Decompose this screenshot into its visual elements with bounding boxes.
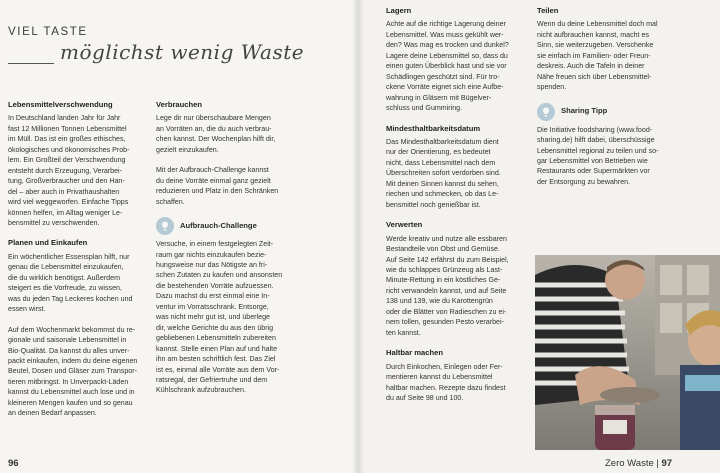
text-line: Versuche, in einem festgelegten Zeit- <box>156 240 274 249</box>
text-line: reduzieren und Platz in den Schränken <box>156 187 279 196</box>
text-line: gezielt einzukaufen. <box>156 145 219 154</box>
text-line: an Vorräten an, die du auch verbrau- <box>156 124 272 133</box>
text-line: kleineren Mengen kaufen und so genau <box>8 398 133 407</box>
text-line: raum gar nichts einzukaufen bezie- <box>156 250 267 259</box>
text-line: richt verwandeln kannst, und auf Seite <box>386 286 507 295</box>
heading-verbrauchen: Verbrauchen <box>156 100 203 109</box>
text-line: Nähe freuen sich über Lebensmittel- <box>537 72 652 81</box>
text-line: Bestandteile von Obst und Gemüse. <box>386 245 500 254</box>
heading-planen-und-einkaufen: Planen und Einkaufen <box>8 238 88 248</box>
paragraph-aufbrauch-challenge <box>156 239 299 396</box>
text-line: riechen und schmecken, ob das Le- <box>386 190 499 199</box>
text-line: Sinn, sie weiterzugeben. Verschenke <box>537 41 654 50</box>
paragraph-teilen <box>537 19 682 92</box>
text-line: Durch Einkochen, Einlegen oder Fer- <box>386 362 503 371</box>
text-line: du auf Seite 98 und 100. <box>386 393 464 402</box>
text-line: nicht, dass Lebensmittel nach dem <box>386 158 496 167</box>
text-line: im Müll. Das ist ein großes ethisches, <box>8 135 126 144</box>
running-footer-label: Zero Waste <box>605 458 654 469</box>
text-line: tieren mitbringst. In Unverpackt-Läden <box>8 377 129 386</box>
heading-haltbar-machen: Haltbar machen <box>386 348 443 358</box>
kicker-rule <box>8 63 54 64</box>
heading-verwerten: Verwerten <box>386 220 423 230</box>
heading-teilen: Teilen <box>537 6 559 15</box>
text-line: Dazu machst du erst einmal eine In- <box>156 292 270 301</box>
text-line: deskreis. Auch die Tafeln in deiner <box>537 62 645 71</box>
text-line: ratsregal, der Gefriertruhe und dem <box>156 375 268 384</box>
paragraph-haltbar-machen <box>386 362 528 404</box>
tip-heading-sharing <box>537 103 682 121</box>
paragraph-planen <box>8 252 148 315</box>
text-line: du deine Vorräte einmal ganz gezielt <box>156 176 271 185</box>
text-line: Die Initiative foodsharing (www.food- <box>537 125 653 134</box>
script-title: möglichst wenig Waste <box>60 40 305 64</box>
text-line: bensmittel zu verschwenden. <box>8 218 100 227</box>
text-line: an deinen Bedarf anpassen. <box>8 409 97 418</box>
text-line: nem tollen, gesunden Pesto verarbei- <box>386 318 504 327</box>
text-line: ihn am besten schriftlich fest. Das Ziel <box>156 355 276 364</box>
tip-heading-label: Sharing Tipp <box>561 106 608 116</box>
text-line: Ein wöchentlicher Essensplan hilft, nur <box>8 252 130 261</box>
tip-heading-aufbrauch <box>156 217 299 235</box>
text-line: del – aber auch in Privathaushalten <box>8 187 120 196</box>
photo-illustration <box>535 255 720 450</box>
text-line: Lege dir nur überschaubare Mengen <box>156 114 271 123</box>
paragraph-lagern <box>386 19 528 113</box>
heading-mhd: Mindesthaltbarkeitsdatum <box>386 123 481 133</box>
text-line: ckene Vorräte eignet sich eine Aufbe- <box>386 83 504 92</box>
text-line: In Deutschland landen Jahr für Jahr <box>8 114 121 123</box>
text-line: oder die Blätter von Radieschen zu ei- <box>386 307 507 316</box>
paragraph-mhd <box>386 137 528 210</box>
text-line: einen guten Überblick hast und sie vor <box>386 62 507 71</box>
page-number-right: 97 <box>661 458 673 469</box>
paragraph-verbrauchen <box>156 113 299 155</box>
section-kicker: VIEL TASTE <box>8 26 88 38</box>
text-line: mentieren kannst du Lebensmittel <box>386 373 493 382</box>
text-line: haltbar machen. Rezepte dazu findest <box>386 383 506 392</box>
text-line: Lebensmittel. Was muss gekühlt wer- <box>386 30 504 39</box>
text-line: kannst du Lebensmittel auch lose und in <box>8 388 135 397</box>
text-line: wie du schlappes Grünzeug als Last- <box>386 265 503 274</box>
right-column-2 <box>537 6 682 187</box>
text-line: dir, welche Gerichte du aus den übrig <box>156 323 274 332</box>
text-line: tung, Großverbraucher und den Han- <box>8 177 125 186</box>
lightbulb-icon <box>156 217 174 235</box>
text-line: gar Lebensmittel von Betrieben wie <box>537 156 648 165</box>
paragraph-wochenmarkt <box>8 325 148 419</box>
text-line: gionale und saisonale Lebensmittel in <box>8 336 127 345</box>
text-line: wahrung in Gläsern mit Bügelver- <box>386 93 492 102</box>
book-gutter <box>352 0 364 473</box>
lightbulb-icon <box>537 103 555 121</box>
text-line: Schädlingen geschützt sind. Für tro- <box>386 72 500 81</box>
text-line: kannst. Stelle einen Plan auf und halte <box>156 344 278 353</box>
text-line: chen kannst. Der Wochenplan hilft dir, <box>156 135 276 144</box>
text-line: sharing.de) hilft dabei, überschüssige <box>537 136 655 145</box>
text-line: lem. Ein Großteil der Verschwendung <box>8 156 126 165</box>
text-line: schaffen. <box>156 197 185 206</box>
text-line: was nicht mehr gut ist, und überlege <box>156 313 270 322</box>
text-line: den? Was mag es trocken und dunkel? <box>386 41 509 50</box>
text-line: Beutel, Dosen und Gläser zum Transpor- <box>8 367 137 376</box>
photo-jar-filling <box>535 255 720 450</box>
text-line: ökologisches und ökonomisches Prob- <box>8 145 130 154</box>
text-line: fast 12 Millionen Tonnen Lebensmittel <box>8 124 127 133</box>
text-line: Überschreiten sofort verdorben sind. <box>386 169 501 178</box>
heading-lebensmittelverschwendung: Lebensmittelverschwendung <box>8 100 113 109</box>
text-line: hungsweise nur das Nötigste an fri- <box>156 260 268 269</box>
text-line: was du jeden Tag Leckeres kochen und <box>8 294 133 303</box>
text-line: Lebensmittel regional zu teilen und so- <box>537 146 659 155</box>
text-line: der Entsorgung zu bewahren. <box>537 177 631 186</box>
text-line: essen wirst. <box>8 305 46 314</box>
text-line: Das Mindesthaltbarkeitsdatum dient <box>386 137 499 146</box>
text-line: sie einfach im Familien- oder Freun- <box>537 51 651 60</box>
paragraph-verwerten <box>386 234 528 339</box>
text-line: Kühlschrank aufzubrauchen. <box>156 386 246 395</box>
heading-lagern: Lagern <box>386 6 412 15</box>
text-line: schen Zutaten zu kaufen und ansonsten <box>156 271 283 280</box>
text-line: ventur im Vorratsschrank. Entsorge, <box>156 302 269 311</box>
text-line: können helfen, im Alltag weniger Le- <box>8 208 123 217</box>
text-line: die bestehenden Vorräte aufzuessen. <box>156 281 274 290</box>
paragraph-lebensmittelverschwendung <box>8 113 148 228</box>
text-line: gebliebenen Lebensmitteln zubereiten <box>156 334 276 343</box>
text-line: nur der Orientierung, es bedeutet <box>386 148 491 157</box>
text-line: Auf dem Wochenmarkt bekommst du re- <box>8 325 136 334</box>
tip-heading-label: Aufbrauch-Challenge <box>180 220 257 230</box>
text-line: wird viel weggeworfen. Einfache Tipps <box>8 198 129 207</box>
text-line: Auf Seite 142 erfährst du zum Beispiel, <box>386 255 509 264</box>
page-footer-right <box>605 458 672 469</box>
right-column-1 <box>386 6 528 403</box>
text-line: Bio-Qualität. Da kannst du alles unver- <box>8 346 130 355</box>
text-line: schluss und Gummiring. <box>386 104 463 113</box>
text-line: ist es, einmal alle Vorräte aus dem Vor- <box>156 365 280 374</box>
text-line: Wenn du deine Lebensmittel doch mal <box>537 20 658 29</box>
text-line: packt einkaufen, indem du deine eigenen <box>8 356 138 365</box>
footer-separator: | <box>656 458 659 469</box>
text-line: Minute-Rettung in ein köstliches Ge- <box>386 276 501 285</box>
text-line: spenden. <box>537 83 567 92</box>
text-line: bensmittel noch genießbar ist. <box>386 200 481 209</box>
left-column-2 <box>156 100 299 396</box>
page-number-left: 96 <box>8 458 19 469</box>
text-line: Lagere deine Lebensmittel so, dass du <box>386 51 508 60</box>
text-line: genau die Lebensmittel einzukaufen, <box>8 263 124 272</box>
text-line: entsteht durch Erzeugung, Verarbei- <box>8 166 122 175</box>
text-line: Restaurants oder Supermärkten vor <box>537 167 650 176</box>
text-line: 138 und 139, wie du Karottengrün <box>386 297 493 306</box>
text-line: Mit der Aufbrauch-Challenge kannst <box>156 166 269 175</box>
text-line: steigert es die Vorfreude, zu wissen, <box>8 284 122 293</box>
left-column-1 <box>8 100 148 419</box>
text-line: Achte auf die richtige Lagerung deiner <box>386 20 506 29</box>
text-line: nicht aufbrauchen kannst, macht es <box>537 30 649 39</box>
paragraph-sharing-tipp <box>537 125 682 188</box>
text-line: Mit deinen Sinnen kannst du sehen, <box>386 179 499 188</box>
paragraph-challenge-intro <box>156 165 299 207</box>
text-line: die du wirklich benötigst. Außerdem <box>8 273 120 282</box>
text-line: ten kannst. <box>386 328 421 337</box>
text-line: Werde kreativ und nutze alle essbaren <box>386 234 507 243</box>
